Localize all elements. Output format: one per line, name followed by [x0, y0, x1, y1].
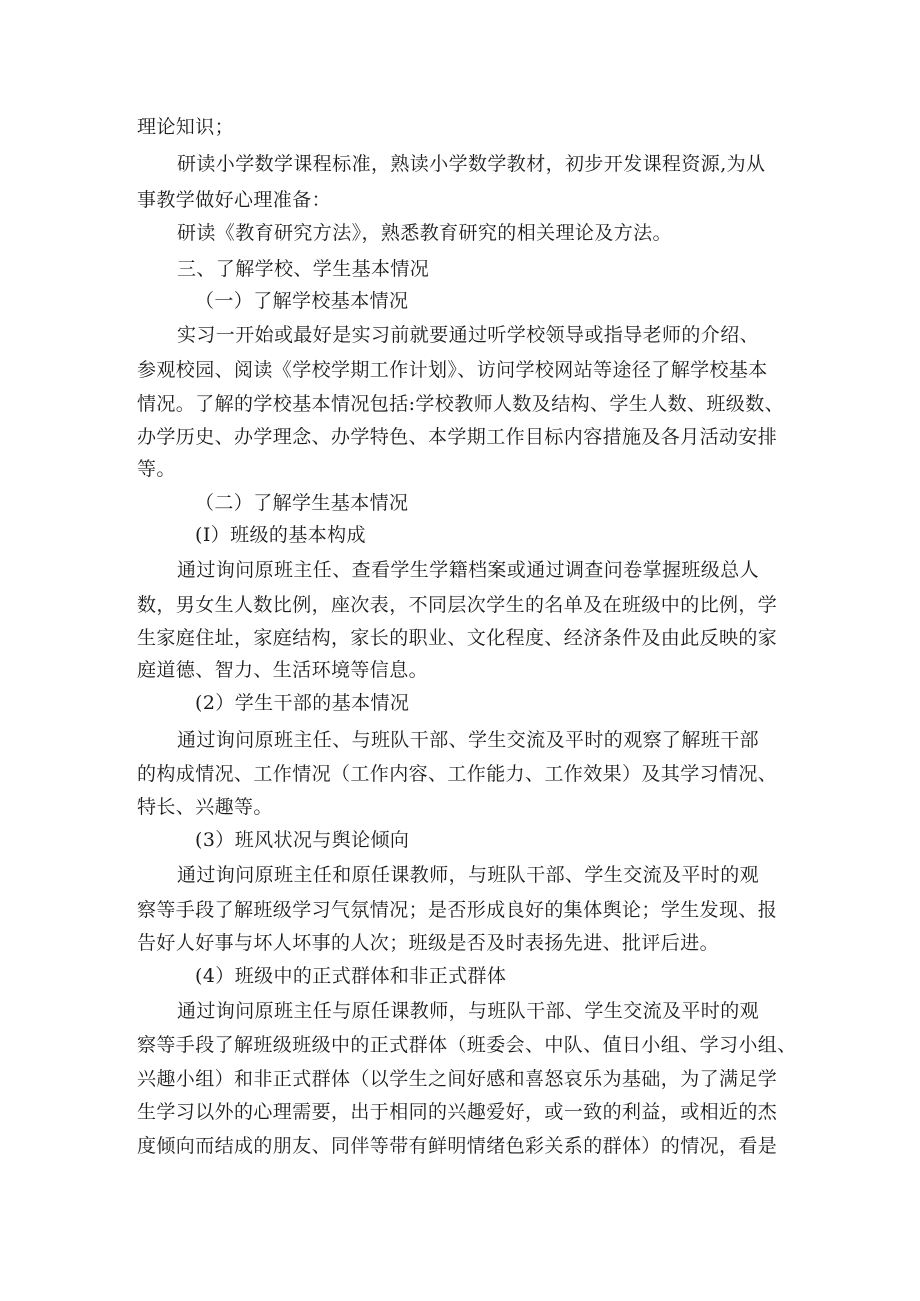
- text-line: 办学历史、办学理念、办学特色、本学期工作目标内容措施及各月活动安排: [137, 426, 778, 448]
- text-line: 实习一开始或最好是实习前就要通过听学校领导或指导老师的介绍、: [177, 324, 760, 346]
- subsection-heading: （二）了解学生基本情况: [195, 492, 409, 514]
- text-line: 生学习以外的心理需要，出于相同的兴趣爱好，或一致的利益，或相近的杰: [137, 1101, 778, 1123]
- text-line: 情况。了解的学校基本情况包括:学校教师人数及结构、学生人数、班级数、: [137, 393, 785, 415]
- text-line: 兴趣小组）和非正式群体（以学生之间好感和喜怒哀乐为基础，为了满足学: [137, 1068, 778, 1090]
- text-line: 参观校园、阅读《学校学期工作计划》、访问学校网站等途径了解学校基本: [137, 359, 768, 381]
- text-line: 等。: [137, 458, 176, 480]
- text-line: 理论知识；: [137, 116, 235, 138]
- text-line: 研读小学数学课程标准，熟读小学数学教材，初步开发课程资源,为从: [177, 153, 766, 175]
- text-line: 庭道德、智力、生活环境等信息。: [137, 659, 429, 681]
- item-heading: (4）班级中的正式群体和非正式群体: [195, 965, 507, 987]
- text-line: 特长、兴趣等。: [137, 796, 273, 818]
- text-line: 察等手段了解班级班级中的正式群体（班委会、中队、值日小组、学习小组、: [137, 1034, 797, 1056]
- text-line: 察等手段了解班级学习气氛情况；是否形成良好的集体舆论；学生发现、报: [137, 899, 778, 921]
- text-line: 生家庭住址，家庭结构，家长的职业、文化程度、经济条件及由此反映的家: [137, 627, 778, 649]
- item-heading: (I）班级的基本构成: [195, 524, 366, 546]
- text-line: 通过询问原班主任和原任课教师，与班队干部、学生交流及平时的观: [177, 864, 760, 886]
- text-line: 告好人好事与坏人坏事的人次；班级是否及时表扬先进、批评后进。: [137, 932, 720, 954]
- text-line: 数，男女生人数比例，座次表，不同层次学生的名单及在班级中的比例，学: [137, 594, 778, 616]
- text-line: 通过询问原班主任、查看学生学籍档案或通过调查问卷掌握班级总人: [177, 559, 760, 581]
- text-line: 通过询问原班主任、与班队干部、学生交流及平时的观察了解班干部: [177, 729, 760, 751]
- section-heading: 三、了解学校、学生基本情况: [177, 258, 430, 280]
- text-line: 的构成情况、工作情况（工作内容、工作能力、工作效果）及其学习情况、: [137, 763, 778, 785]
- subsection-heading: （一）了解学校基本情况: [195, 290, 409, 312]
- text-line: 度倾向而结成的朋友、同伴等带有鲜明情绪色彩关系的群体）的情况，看是: [137, 1135, 778, 1157]
- item-heading: (3）班风状况与舆论倾向: [195, 829, 410, 851]
- text-line: 事教学做好心理准备：: [137, 189, 332, 211]
- text-line: 研读《教育研究方法》，熟悉教育研究的相关理论及方法。: [177, 222, 672, 244]
- item-heading: (2）学生干部的基本情况: [195, 692, 410, 714]
- text-line: 通过询问原班主任与原任课教师，与班队干部、学生交流及平时的观: [177, 1000, 760, 1022]
